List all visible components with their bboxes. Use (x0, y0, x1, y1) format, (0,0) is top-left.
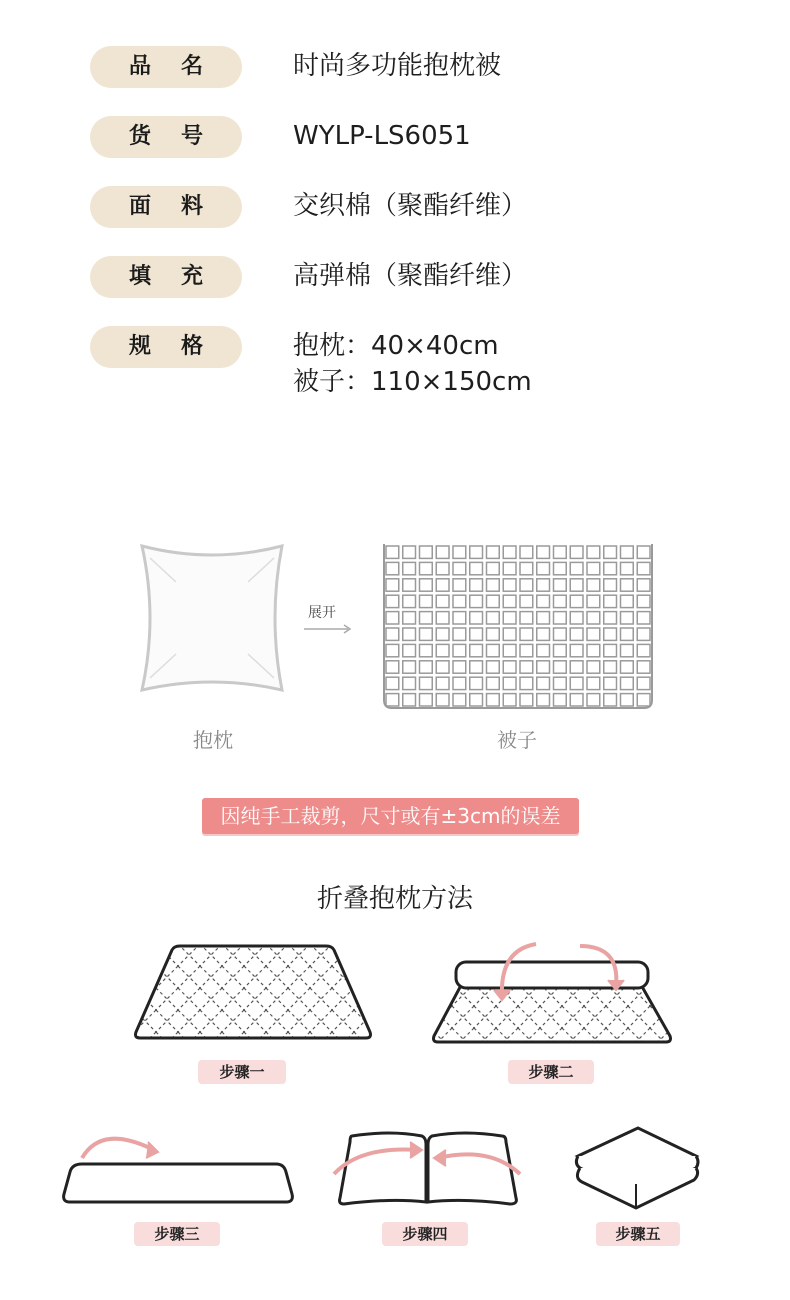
quilt-grid-cell (554, 661, 567, 673)
quilt-grid-cell (604, 579, 617, 591)
quilt-grid-cell (453, 677, 466, 689)
step-two-illustration (430, 940, 674, 1044)
quilt-grid-cell (403, 694, 416, 706)
quilt-grid-cell (420, 579, 433, 591)
quilt-grid-cell (470, 644, 483, 656)
quilt-grid-cell (470, 661, 483, 673)
quilt-grid-cell (537, 579, 550, 591)
quilt-grid-cell (570, 612, 583, 624)
quilt-grid-cell (386, 677, 399, 689)
quilt-grid-cell (487, 562, 500, 574)
quilt-grid-cell (386, 595, 399, 607)
quilt-grid-cell (604, 661, 617, 673)
quilt-grid-cell (520, 612, 533, 624)
quilt-grid-cell (520, 661, 533, 673)
quilt-grid-cell (487, 628, 500, 640)
quilt-grid-cell (503, 546, 516, 558)
quilt-grid-cell (621, 628, 634, 640)
quilt-grid-cell (386, 579, 399, 591)
quilt-grid-cell (604, 612, 617, 624)
quilt-grid-cell (587, 661, 600, 673)
quilt-grid-cell (537, 546, 550, 558)
spec-value-second-line: 被子：110×150cm (293, 367, 532, 397)
quilt-grid-cell (386, 644, 399, 656)
quilt-grid-cell (570, 595, 583, 607)
spec-label: 品名 (90, 46, 242, 88)
quilt-grid-cell (470, 694, 483, 706)
quilt-grid-cell (470, 562, 483, 574)
quilt-grid-cell (637, 694, 650, 706)
quilt-grid-cell (570, 644, 583, 656)
quilt-grid-cell (403, 628, 416, 640)
quilt-grid-cell (554, 612, 567, 624)
quilt-grid-cell (537, 628, 550, 640)
quilt-grid-cell (570, 546, 583, 558)
quilt-grid-cell (621, 677, 634, 689)
quilt-grid-cell (470, 628, 483, 640)
quilt-grid-cell (587, 677, 600, 689)
quilt-grid-cell (470, 546, 483, 558)
quilt-grid-cell (621, 661, 634, 673)
quilt-grid-cell (537, 694, 550, 706)
quilt-grid-cell (453, 661, 466, 673)
quilt-grid-cell (420, 628, 433, 640)
quilt-grid-cell (621, 644, 634, 656)
quilt-grid-cell (503, 644, 516, 656)
folding-method-title: 折叠抱枕方法 (316, 884, 473, 914)
quilt-grid-cell (621, 595, 634, 607)
quilt-grid-cell (403, 612, 416, 624)
quilt-grid-cell (554, 694, 567, 706)
quilt-grid-cell (420, 677, 433, 689)
step-five-badge: 步骤五 (596, 1222, 680, 1246)
quilt-grid-cell (487, 595, 500, 607)
quilt-grid-cell (587, 595, 600, 607)
quilt-grid-cell (637, 677, 650, 689)
quilt-grid-cell (537, 644, 550, 656)
quilt-grid-cell (537, 612, 550, 624)
spec-value: 交织棉（聚酯纤维） (293, 191, 528, 221)
quilt-grid-cell (520, 579, 533, 591)
quilt-grid-cell (503, 562, 516, 574)
quilt-grid-cell (520, 677, 533, 689)
quilt-illustration (384, 544, 652, 708)
quilt-grid-cell (554, 562, 567, 574)
quilt-grid-cell (470, 612, 483, 624)
quilt-grid-cell (436, 661, 449, 673)
quilt-grid-cell (537, 595, 550, 607)
quilt-grid-cell (554, 677, 567, 689)
quilt-grid-cell (570, 694, 583, 706)
quilt-grid-cell (637, 644, 650, 656)
spec-value: WYLP-LS6051 (293, 121, 471, 151)
quilt-grid-cell (420, 595, 433, 607)
spec-value: 时尚多功能抱枕被 (293, 51, 502, 81)
quilt-grid-cell (604, 628, 617, 640)
quilt-grid-cell (453, 579, 466, 591)
quilt-grid-cell (637, 579, 650, 591)
quilt-grid-cell (621, 546, 634, 558)
quilt-grid-cell (436, 595, 449, 607)
quilt-grid-cell (537, 661, 550, 673)
quilt-grid-cell (621, 612, 634, 624)
quilt-grid-cell (520, 562, 533, 574)
quilt-grid-cell (520, 644, 533, 656)
quilt-grid-cell (420, 612, 433, 624)
quilt-grid-cell (436, 612, 449, 624)
quilt-grid-cell (386, 546, 399, 558)
pillow-caption: 抱枕 (193, 728, 233, 752)
quilt-grid-cell (520, 595, 533, 607)
quilt-grid-cells (386, 546, 650, 706)
quilt-grid-cell (420, 644, 433, 656)
quilt-grid-cell (570, 628, 583, 640)
quilt-grid-cell (503, 677, 516, 689)
quilt-grid-cell (520, 628, 533, 640)
quilt-grid-cell (503, 612, 516, 624)
unfold-arrow-icon (304, 624, 354, 634)
quilt-grid-cell (637, 562, 650, 574)
quilt-grid-cell (470, 595, 483, 607)
quilt-grid-cell (386, 562, 399, 574)
quilt-grid-cell (587, 628, 600, 640)
step-five-illustration (574, 1126, 700, 1212)
quilt-grid-cell (386, 694, 399, 706)
quilt-grid-cell (436, 677, 449, 689)
quilt-grid-cell (587, 579, 600, 591)
quilt-grid-cell (403, 562, 416, 574)
quilt-grid-cell (604, 562, 617, 574)
quilt-grid-cell (453, 546, 466, 558)
quilt-grid-cell (420, 546, 433, 558)
quilt-grid-cell (637, 628, 650, 640)
quilt-grid-cell (537, 562, 550, 574)
step-three-badge: 步骤三 (134, 1222, 220, 1246)
quilt-grid-cell (621, 694, 634, 706)
spec-label: 规格 (90, 326, 242, 368)
quilt-grid-cell (503, 628, 516, 640)
spec-value: 抱枕：40×40cm (293, 331, 499, 361)
unfold-arrow-label: 展开 (308, 605, 336, 621)
step-one-illustration (134, 944, 374, 1042)
quilt-grid-cell (587, 546, 600, 558)
quilt-grid-cell (403, 661, 416, 673)
step-one-badge: 步骤一 (198, 1060, 286, 1084)
quilt-grid-cell (587, 644, 600, 656)
quilt-grid-cell (637, 612, 650, 624)
quilt-caption: 被子 (497, 728, 537, 752)
quilt-grid-cell (453, 694, 466, 706)
quilt-grid-cell (503, 595, 516, 607)
quilt-grid-cell (637, 661, 650, 673)
quilt-grid-cell (436, 562, 449, 574)
quilt-grid-cell (604, 595, 617, 607)
quilt-grid-cell (487, 546, 500, 558)
quilt-grid-cell (453, 644, 466, 656)
quilt-grid-cell (453, 595, 466, 607)
quilt-grid-cell (554, 546, 567, 558)
quilt-grid-cell (487, 694, 500, 706)
quilt-grid-cell (470, 677, 483, 689)
quilt-grid-cell (587, 562, 600, 574)
quilt-grid-cell (403, 546, 416, 558)
quilt-grid-cell (570, 562, 583, 574)
quilt-grid-cell (554, 595, 567, 607)
quilt-grid-cell (587, 612, 600, 624)
quilt-grid-cell (403, 677, 416, 689)
quilt-grid-cell (453, 612, 466, 624)
quilt-grid-cell (487, 579, 500, 591)
quilt-grid-cell (386, 612, 399, 624)
quilt-grid-cell (554, 579, 567, 591)
spec-label: 填充 (90, 256, 242, 298)
quilt-grid-cell (537, 677, 550, 689)
spec-label: 货号 (90, 116, 242, 158)
quilt-grid-cell (520, 694, 533, 706)
quilt-grid-cell (587, 694, 600, 706)
quilt-grid-cell (621, 579, 634, 591)
quilt-grid-cell (570, 661, 583, 673)
quilt-grid-cell (436, 546, 449, 558)
quilt-grid-cell (487, 661, 500, 673)
quilt-grid-cell (570, 579, 583, 591)
quilt-grid-cell (436, 644, 449, 656)
quilt-grid-cell (453, 628, 466, 640)
pillow-quilt-diagram (0, 530, 790, 770)
quilt-grid-cell (420, 562, 433, 574)
spec-value: 高弹棉（聚酯纤维） (293, 261, 528, 291)
quilt-grid-cell (621, 562, 634, 574)
quilt-grid-cell (503, 694, 516, 706)
quilt-grid-cell (436, 628, 449, 640)
quilt-grid-cell (403, 595, 416, 607)
tolerance-notice-banner: 因纯手工裁剪，尺寸或有±3cm的误差 (202, 798, 579, 834)
quilt-grid-cell (403, 579, 416, 591)
quilt-grid-cell (487, 644, 500, 656)
quilt-grid-cell (604, 677, 617, 689)
step-four-badge: 步骤四 (382, 1222, 468, 1246)
pillow-illustration (136, 542, 288, 694)
quilt-grid-cell (503, 579, 516, 591)
quilt-grid-cell (554, 644, 567, 656)
quilt-grid-cell (520, 546, 533, 558)
quilt-grid-cell (470, 579, 483, 591)
quilt-grid-cell (420, 661, 433, 673)
quilt-grid-cell (604, 546, 617, 558)
quilt-grid-cell (637, 595, 650, 607)
quilt-grid-cell (386, 628, 399, 640)
quilt-grid-cell (386, 661, 399, 673)
quilt-grid-cell (487, 612, 500, 624)
quilt-grid-cell (403, 644, 416, 656)
step-four-illustration (330, 1128, 524, 1212)
quilt-grid-cell (487, 677, 500, 689)
quilt-grid-cell (637, 546, 650, 558)
quilt-grid-cell (604, 694, 617, 706)
quilt-grid-cell (436, 694, 449, 706)
quilt-grid-cell (503, 661, 516, 673)
step-two-badge: 步骤二 (508, 1060, 594, 1084)
quilt-grid-cell (420, 694, 433, 706)
quilt-grid-cell (436, 579, 449, 591)
quilt-grid-cell (453, 562, 466, 574)
quilt-grid-cell (570, 677, 583, 689)
quilt-grid-cell (604, 644, 617, 656)
step-three-illustration (62, 1130, 294, 1204)
spec-label: 面料 (90, 186, 242, 228)
quilt-grid-cell (554, 628, 567, 640)
